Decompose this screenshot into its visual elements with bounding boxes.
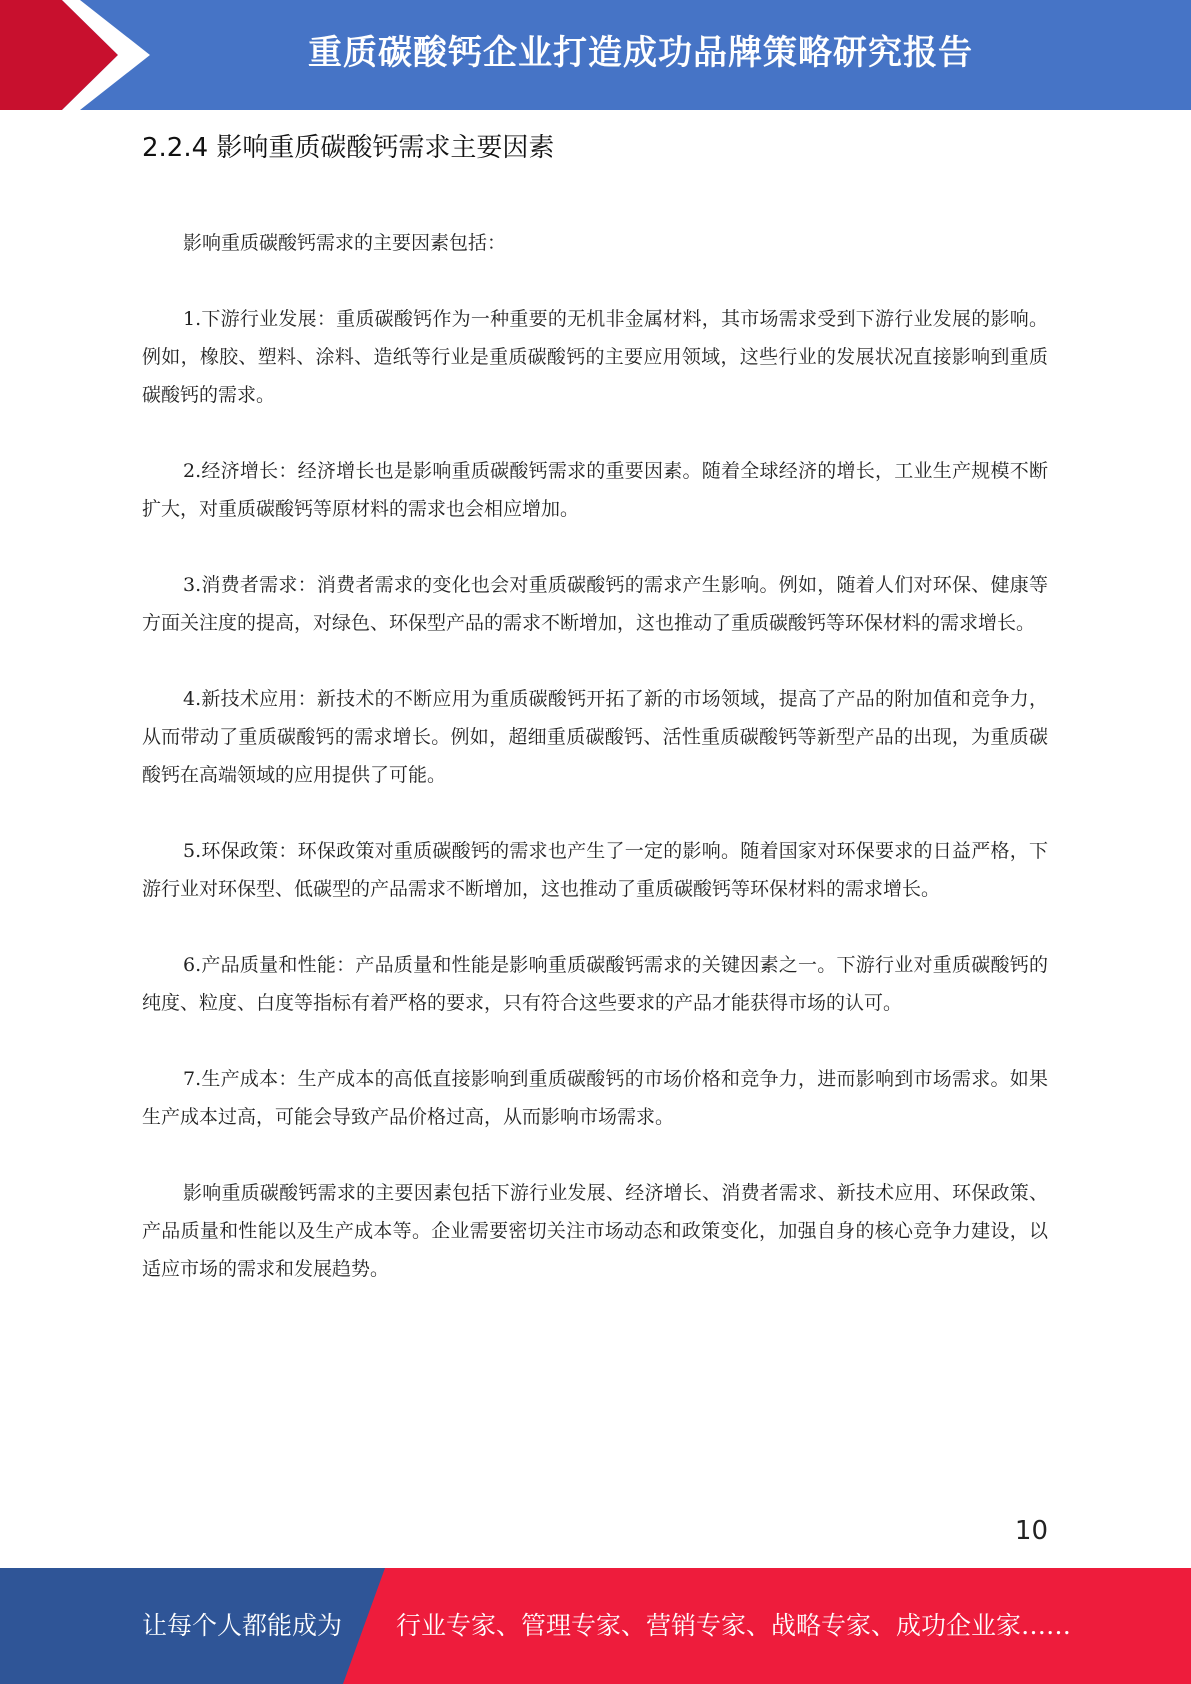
paragraph-summary: 影响重质碳酸钙需求的主要因素包括下游行业发展、经济增长、消费者需求、新技术应用、环保政策、产品质量和性能以及生产成本等。企业需要密切关注市场动态和政策变化，加强自身的核心竞争力建设，以适应市场的需求和发展趋势。 — [142, 1182, 1048, 1280]
paragraph-factor-6: 6.产品质量和性能：产品质量和性能是影响重质碳酸钙需求的关键因素之一。下游行业对重质碳酸钙的纯度、粒度、白度等指标有着严格的要求，只有符合这些要求的产品才能获得市场的认可。 — [142, 954, 1048, 1014]
paragraph-factor-3: 3.消费者需求：消费者需求的变化也会对重质碳酸钙的需求产生影响。例如，随着人们对环保、健康等方面关注度的提高，对绿色、环保型产品的需求不断增加，这也推动了重质碳酸钙等环保材料的需求增长。 — [142, 574, 1048, 634]
header-banner — [0, 0, 1191, 110]
section-heading: 2.2.4 影响重质碳酸钙需求主要因素 — [142, 133, 555, 163]
paragraph-factor-2: 2.经济增长：经济增长也是影响重质碳酸钙需求的重要因素。随着全球经济的增长，工业生产规模不断扩大，对重质碳酸钙等原材料的需求也会相应增加。 — [142, 460, 1048, 520]
footer-slogan-right: 行业专家、管理专家、营销专家、战略专家、成功企业家…… — [396, 1611, 1072, 1640]
page-number: 10 — [1014, 1516, 1048, 1546]
paragraph-factor-7: 7.生产成本：生产成本的高低直接影响到重质碳酸钙的市场价格和竞争力，进而影响到市场需求。如果生产成本过高，可能会导致产品价格过高，从而影响市场需求。 — [142, 1068, 1048, 1128]
report-title: 重质碳酸钙企业打造成功品牌策略研究报告 — [308, 33, 973, 73]
paragraph-factor-1: 1.下游行业发展：重质碳酸钙作为一种重要的无机非金属材料，其市场需求受到下游行业发展的影响。例如，橡胶、塑料、涂料、造纸等行业是重质碳酸钙的主要应用领域，这些行业的发展状况直接影响到重质碳酸钙的需求。 — [142, 308, 1048, 406]
paragraph-factor-4: 4.新技术应用：新技术的不断应用为重质碳酸钙开拓了新的市场领域，提高了产品的附加值和竞争力，从而带动了重质碳酸钙的需求增长。例如，超细重质碳酸钙、活性重质碳酸钙等新型产品的出现，为重质碳酸钙在高端领域的应用提供了可能。 — [142, 688, 1048, 786]
footer-banner — [0, 1568, 1191, 1684]
paragraph-factor-5: 5.环保政策：环保政策对重质碳酸钙的需求也产生了一定的影响。随着国家对环保要求的日益严格，下游行业对环保型、低碳型的产品需求不断增加，这也推动了重质碳酸钙等环保材料的需求增长。 — [142, 840, 1048, 900]
footer-slogan-left: 让每个人都能成为 — [142, 1611, 343, 1640]
header-arrow-decoration — [0, 0, 160, 110]
paragraph-intro: 影响重质碳酸钙需求的主要因素包括： — [183, 232, 507, 254]
body-content — [142, 224, 1048, 1326]
